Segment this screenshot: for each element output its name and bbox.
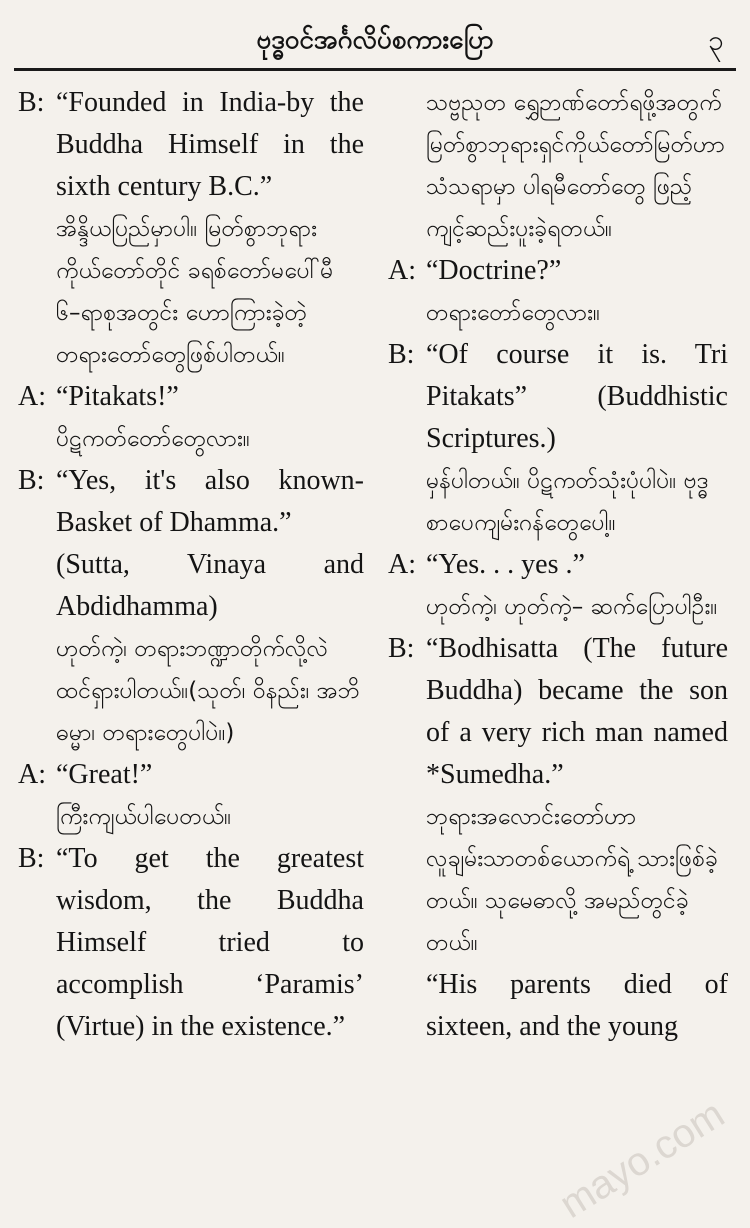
english-line: “Yes. . . yes .”	[426, 549, 585, 580]
dialogue-entry	[388, 250, 728, 334]
english-line: “Doctrine?”	[426, 255, 562, 286]
english-line: “Founded in India-by the Buddha Himself in the sixth century B.C.”	[56, 87, 364, 202]
myanmar-continuation: သဗ္ဗညုတ ရွှေဉာဏ်တော်ရဖို့အတွက် မြတ်စွာဘုရားရှင်ကိုယ်တော်မြတ်ဟာ သံသရာမှာ ပါရမီတော်တွေ ဖြည့်ကျင့်ဆည်းပူးခဲ့ရတယ်။	[426, 90, 725, 242]
right-column	[388, 82, 728, 1200]
speaker-label: B:	[18, 465, 45, 496]
myanmar-translation: မှန်ပါတယ်။ ပိဋကတ်သုံးပုံပါပဲ။ ဗုဒ္ဓစာပေကျမ်းဂန်တွေပေါ့။	[426, 468, 709, 536]
english-line: “To get the greatest wisdom, the Buddha Himself tried to accomplish ‘Paramis’ (Virtue) in the existence.”	[56, 843, 364, 1042]
dialogue-entry	[18, 838, 364, 1048]
entry-body	[426, 250, 728, 334]
watermark: mayo.com	[551, 1091, 732, 1227]
myanmar-translation: ဟုတ်ကဲ့၊ ဟုတ်ကဲ့– ဆက်ပြောပါဦး။	[426, 594, 718, 620]
speaker-label: A:	[18, 381, 46, 412]
english-line: “Of course it is. Tri Pitakats” (Buddhistic Scriptures.)	[426, 339, 728, 454]
english-note: (Sutta, Vinaya and Abdidhamma)	[56, 549, 364, 622]
speaker-label: A:	[388, 255, 416, 286]
myanmar-translation: ကြီးကျယ်ပါပေတယ်။	[56, 804, 232, 830]
dialogue-entry	[388, 628, 728, 1048]
dialogue-entry	[18, 754, 364, 838]
speaker-label: B:	[388, 339, 415, 370]
left-column	[18, 82, 364, 1200]
speaker-label: B:	[388, 633, 415, 664]
entry-body	[56, 376, 364, 460]
myanmar-translation: တရားတော်တွေလား။	[426, 300, 600, 326]
entry-body	[426, 628, 728, 1048]
english-continuation: “His parents died of sixteen, and the young	[426, 969, 728, 1042]
dialogue-entry	[18, 376, 364, 460]
entry-body	[56, 82, 364, 376]
dialogue-entry	[18, 460, 364, 754]
english-line: “Pitakats!”	[56, 381, 179, 412]
speaker-label: A:	[388, 549, 416, 580]
entry-body	[56, 460, 364, 754]
myanmar-translation: ဘုရားအလောင်းတော်ဟာ လူချမ်းသာတစ်ယောက်ရဲ့ သားဖြစ်ခဲ့တယ်။ သုမေဓာလို့ အမည်တွင်ခဲ့တယ်။	[426, 804, 718, 956]
dialogue-entry	[388, 334, 728, 544]
myanmar-translation: ဟုတ်ကဲ့၊ တရားဘဏ္ဍာတိုက်လို့လဲ ထင်ရှားပါတယ်။(သုတ်၊ ဝိနည်း၊ အဘိဓမ္မာ၊ တရားတွေပါပဲ။)	[56, 636, 360, 746]
dialogue-entry	[18, 82, 364, 376]
speaker-label: A:	[18, 759, 46, 790]
entry-body	[56, 838, 364, 1048]
english-line: “Bodhisatta (The future Buddha) became the son of a very rich man named *Sumedha.”	[426, 633, 728, 790]
entry-body	[426, 544, 728, 628]
speaker-label: B:	[18, 843, 45, 874]
speaker-label: B:	[18, 87, 45, 118]
entry-body	[426, 334, 728, 544]
english-line: “Yes, it's also known-Basket of Dhamma.”	[56, 465, 364, 538]
myanmar-translation: အိန္ဒိယပြည်မှာပါ။ မြတ်စွာဘုရားကိုယ်တော်တိုင် ခရစ်တော်မပေါ်မီ ၆–ရာစုအတွင်း ဟောကြားခဲ့တဲ့ တရားတော်တွေဖြစ်ပါတယ်။	[56, 216, 334, 368]
myanmar-translation: ပိဋကတ်တော်တွေလား။	[56, 426, 250, 452]
running-title: ဗုဒ္ဓဝင်အင်္ဂလိပ်စကားပြော	[256, 25, 494, 55]
entry-body	[56, 754, 364, 838]
page-number: ၃	[708, 24, 724, 57]
dialogue-entry	[388, 544, 728, 628]
page-header	[14, 0, 736, 71]
english-line: “Great!”	[56, 759, 153, 790]
